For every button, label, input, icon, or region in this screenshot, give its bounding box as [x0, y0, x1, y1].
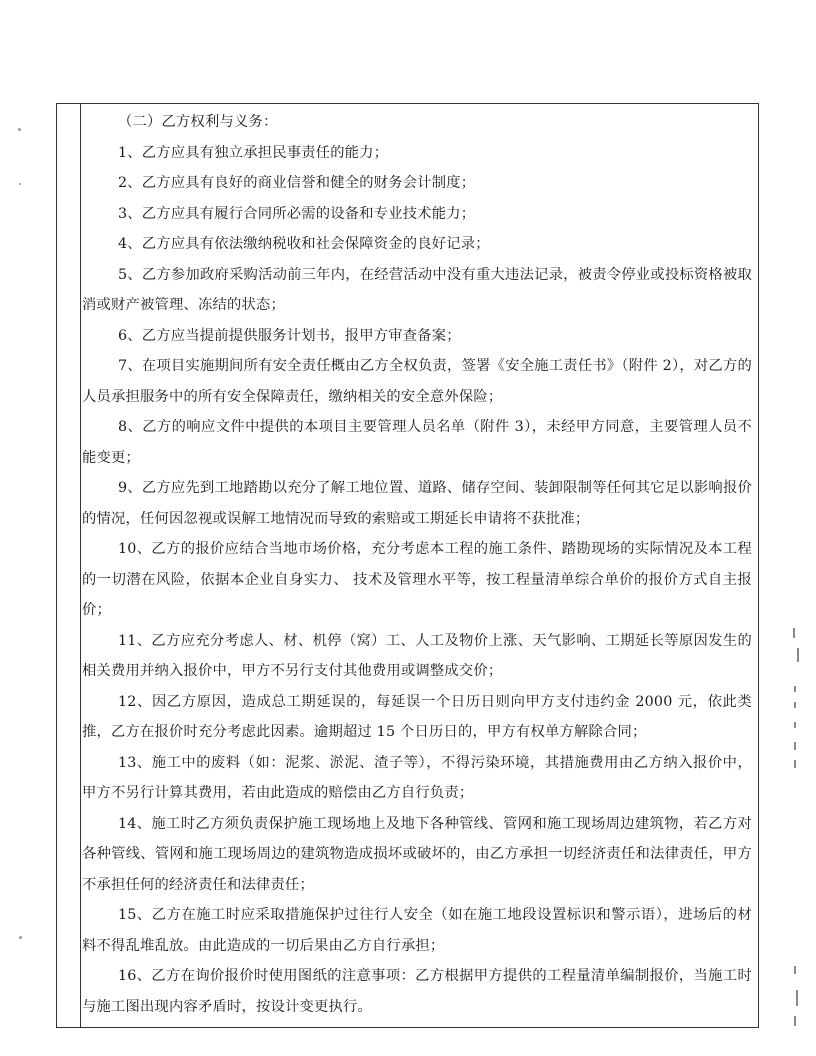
binding-mark — [796, 990, 798, 1006]
scan-dot — [19, 183, 21, 185]
binding-mark — [794, 742, 796, 750]
binding-mark — [794, 722, 796, 728]
clause-item-9: 9、乙方应先到工地踏勘以充分了解工地位置、道路、储存空间、装卸限制等任何其它足以影响报价的情况，任何因忽视或误解工地情况而导致的索赔或工期延长申请将不获批准； — [82, 480, 752, 527]
clause-item-4: 4、乙方应具有依法缴纳税收和社会保障资金的良好记录； — [118, 236, 490, 252]
clause-item-8: 8、乙方的响应文件中提供的本项目主要管理人员名单（附件 3），未经甲方同意，主要管理人员不能变更； — [82, 419, 752, 466]
binding-mark — [794, 966, 796, 974]
binding-mark — [794, 760, 796, 768]
clause-item-15: 15、乙方在施工时应采取措施保护过往行人安全（如在施工地段设置标识和警示语），进场后的材料不得乱堆乱放。由此造成的一切后果由乙方自行承担； — [82, 907, 752, 954]
clause-item-1: 1、乙方应具有独立承担民事责任的能力； — [118, 144, 389, 161]
scan-dot — [19, 936, 22, 939]
binding-mark — [794, 702, 796, 708]
clause-item-10: 10、乙方的报价应结合当地市场价格，充分考虑本工程的施工条件、踏勘现场的实际情况及本工程的一切潜在风险，依据本企业自身实力、 技术及管理水平等，按工程量清单综合单价的报价方式自主报价； — [82, 541, 752, 618]
section-heading: （二）乙方权利与义务： — [118, 114, 278, 130]
binding-mark — [793, 628, 795, 638]
clause-item-12: 12、因乙方原因，造成总工期延误的，每延误一个日历日则向甲方支付违约金 2000 元，依此类推，乙方在报价时充分考虑此因素。逾期超过 15 个日历日的，甲方有权单方解除合同； — [82, 693, 752, 740]
clause-item-14: 14、施工时乙方须负责保护施工现场地上及地下各种管线、管网和施工现场周边建筑物，若乙方对各种管线、管网和施工现场周边的建筑物造成损坏或破坏的，由乙方承担一切经济责任和法律责任，甲方不承担任何的经济责任和法律责任； — [82, 815, 752, 893]
clause-item-6: 6、乙方应当提前提供服务计划书，报甲方审查备案； — [118, 327, 461, 344]
clause-content — [82, 105, 758, 1022]
clause-item-13: 13、施工中的废料（如：泥浆、淤泥、渣子等），不得污染环境，其措施费用由乙方纳入报价中，甲方不另行计算其费用，若由此造成的赔偿由乙方自行负责； — [82, 754, 752, 801]
clause-item-3: 3、乙方应具有履行合同所必需的设备和专业技术能力； — [118, 205, 476, 222]
clause-item-16: 16、乙方在询价报价时使用图纸的注意事项：乙方根据甲方提供的工程量清单编制报价，当施工时与施工图出现内容矛盾时，按设计变更执行。 — [82, 968, 752, 1015]
binding-mark — [794, 686, 796, 692]
clause-item-11: 11、乙方应充分考虑人、材、机停（窝）工、人工及物价上涨、天气影响、工期延长等原因发生的相关费用并纳入报价中，甲方不另行支付其他费用或调整成交价； — [82, 632, 752, 679]
binding-mark — [797, 648, 799, 662]
table-inner-border — [80, 103, 81, 1028]
clause-item-2: 2、乙方应具有良好的商业信誉和健全的财务会计制度； — [118, 175, 476, 191]
binding-mark — [794, 1016, 796, 1026]
clause-item-5: 5、乙方参加政府采购活动前三年内，在经营活动中没有重大违法记录，被责令停业或投标资格被取消或财产被管理、冻结的状态； — [82, 266, 752, 313]
scan-dot — [18, 128, 21, 131]
clause-item-7: 7、在项目实施期间所有安全责任概由乙方全权负责，签署《安全施工责任书》（附件 2），对乙方的人员承担服务中的所有安全保障责任，缴纳相关的安全意外保险； — [82, 358, 752, 405]
